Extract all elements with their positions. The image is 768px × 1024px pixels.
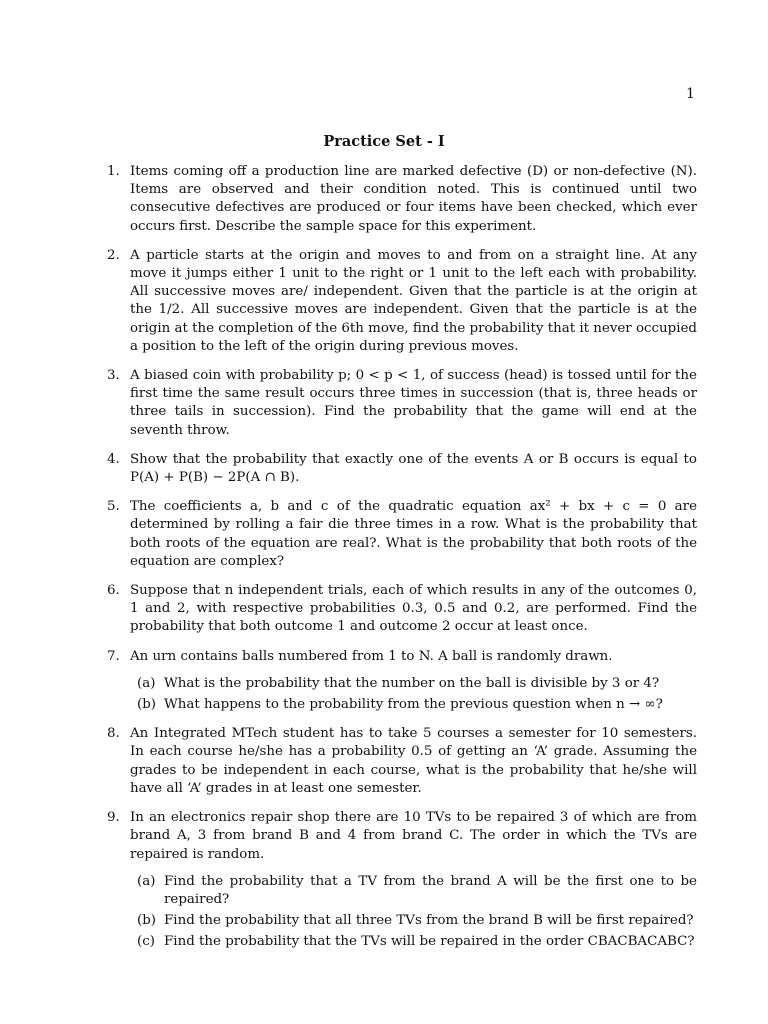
subquestion-item bbox=[130, 873, 697, 909]
problem-text: An urn contains balls numbered from 1 to N. A ball is randomly drawn. bbox=[130, 648, 613, 664]
problem-item bbox=[105, 367, 697, 440]
problem-text: Suppose that n independent trials, each of which results in any of the outcomes 0, 1 and 2, with respective probabilities 0.3, 0.5 and 0.2, are performed. Find the probability that both outcome 1 and outcome 2 occur at least once. bbox=[130, 583, 697, 635]
problem-number: 1. bbox=[107, 164, 120, 179]
problem-text: In an electronics repair shop there are 10 TVs to be repaired 3 of which are from brand A, 3 from brand B and 4 from brand C. The order in which the TVs are repaired is random. bbox=[130, 810, 697, 862]
subquestion-label: (a) bbox=[137, 873, 156, 889]
problem-item bbox=[105, 247, 697, 356]
subquestion-text: Find the probability that the TVs will be repaired in the order CBACBACABC? bbox=[164, 934, 695, 950]
problem-item bbox=[105, 725, 697, 798]
subquestion-text: Find the probability that a TV from the brand A will be the first one to be repaired? bbox=[164, 873, 697, 907]
problem-number: 2. bbox=[107, 247, 120, 263]
subquestion-list bbox=[130, 675, 697, 714]
problem-item bbox=[105, 648, 697, 715]
subquestion-label: (c) bbox=[137, 934, 155, 950]
subquestion-item bbox=[130, 933, 697, 951]
problem-number: 7. bbox=[107, 648, 120, 664]
problem-number: 6. bbox=[107, 583, 120, 599]
problem-item bbox=[105, 451, 697, 487]
subquestion-list bbox=[130, 873, 697, 952]
problem-item bbox=[105, 163, 697, 236]
problem-text: The coefficients a, b and c of the quadratic equation ax² + bx + c = 0 are determined by rolling a fair die three times in a row. What is the probability that both roots of the equation are real?. What is the probability that both roots of the equation are complex? bbox=[130, 499, 697, 569]
problem-text: Items coming off a production line are marked defective (D) or non-defective (N). Items are observed and their condition noted. This is continued until two consecutive defectives are produced or four items have been checked, which ever occurs first. Describe the sample space for this experiment. bbox=[130, 164, 697, 234]
subquestion-text: Find the probability that all three TVs from the brand B will be first repaired? bbox=[164, 913, 694, 929]
page-number: 1 bbox=[686, 86, 695, 102]
problem-text: A particle starts at the origin and moves to and from on a straight line. At any move it jumps either 1 unit to the right or 1 unit to the left each with probability. All successive moves are/ independent. Given that the particle is at the origin at the 1/2. All successive moves are independent. Given that the particle is at the origin at the completion of the 6th move, find the probability that it never occupied a position to the left of the origin during previous moves. bbox=[130, 247, 697, 354]
subquestion-label: (a) bbox=[137, 675, 156, 691]
problem-text: Show that the probability that exactly one of the events A or B occurs is equal to P(A) + P(B) − 2P(A ∩ B). bbox=[130, 451, 697, 486]
problem-number: 9. bbox=[107, 810, 120, 826]
problem-number: 3. bbox=[107, 368, 120, 384]
problem-number: 8. bbox=[107, 726, 120, 742]
problem-text: A biased coin with probability p; 0 < p < 1, of success (head) is tossed until for the first time the same result occurs three times in succession (that is, three heads or three tails in succession). Find the probability that the game will end at the seventh throw. bbox=[130, 368, 697, 438]
problem-number: 4. bbox=[107, 451, 120, 467]
problem-list bbox=[105, 163, 697, 963]
subquestion-item bbox=[130, 696, 697, 714]
subquestion-label: (b) bbox=[137, 913, 157, 929]
subquestion-text: What happens to the probability from the previous question when n → ∞? bbox=[164, 697, 663, 713]
subquestion-item bbox=[130, 675, 697, 693]
problem-number: 5. bbox=[107, 499, 120, 515]
problem-item bbox=[105, 498, 697, 571]
page-title: Practice Set - I bbox=[323, 133, 445, 150]
subquestion-label: (b) bbox=[137, 697, 157, 713]
problem-item bbox=[105, 582, 697, 637]
problem-text: An Integrated MTech student has to take 5 courses a semester for 10 semesters. In each course he/she has a probability 0.5 of getting an ‘A’ grade. Assuming the grades to be independent in each course, what is the probability that he/she will have all ‘A’ grades in at least one semester. bbox=[130, 726, 697, 796]
subquestion-text: What is the probability that the number on the ball is divisible by 3 or 4? bbox=[164, 675, 660, 691]
subquestion-item bbox=[130, 912, 697, 930]
problem-item bbox=[105, 809, 697, 951]
